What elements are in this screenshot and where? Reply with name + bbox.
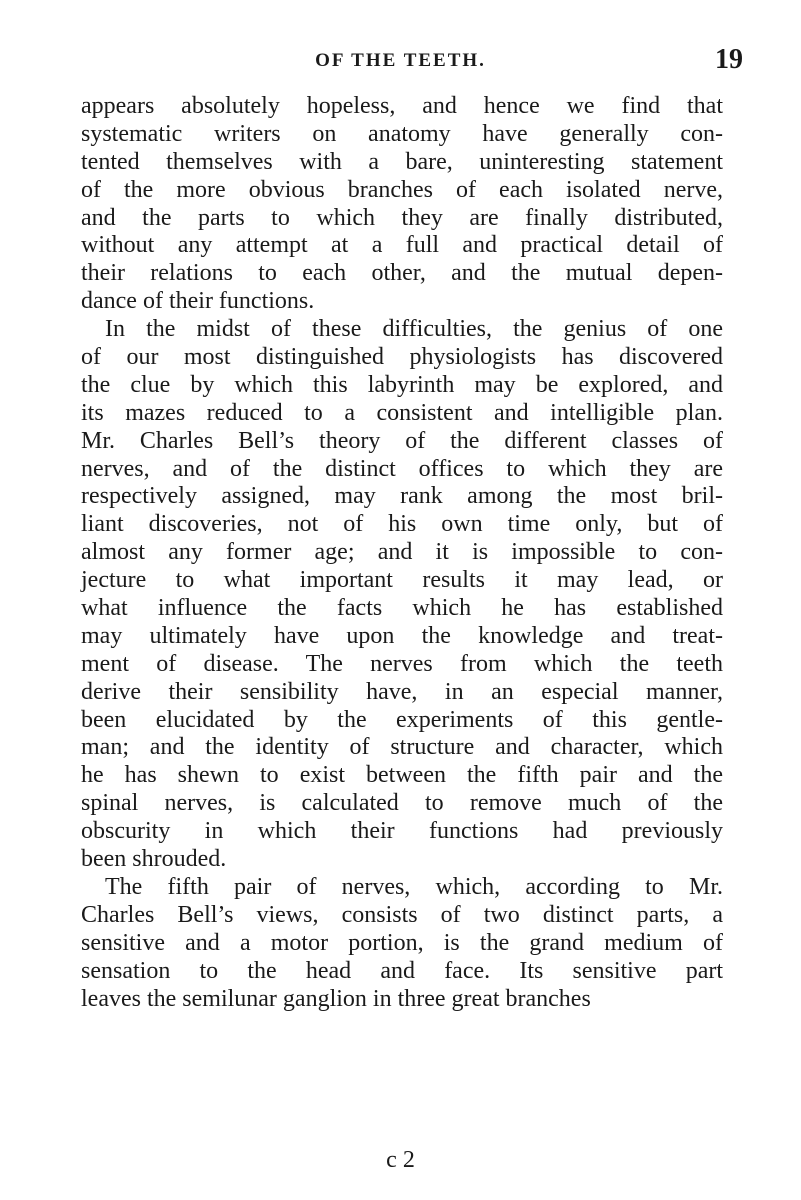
text-line: liant discoveries, not of his own time only, but of <box>81 511 723 538</box>
text-line: systematic writers on anatomy have generally con- <box>81 120 723 147</box>
text-line: sensation to the head and face. Its sensitive part <box>81 957 723 984</box>
text-line: tented themselves with a bare, uninteresting statement <box>81 148 723 175</box>
text-line: almost any former age; and it is impossible to con- <box>81 539 723 566</box>
text-line: In the midst of these difficulties, the genius of one <box>105 316 723 343</box>
text-line: sensitive and a motor portion, is the grand medium of <box>81 929 723 956</box>
text-line: ment of disease. The nerves from which the teeth <box>81 650 723 677</box>
text-line: what influence the facts which he has established <box>81 595 723 622</box>
text-line: their relations to each other, and the mutual depen- <box>81 260 723 287</box>
text-line: he has shewn to exist between the fifth pair and the <box>81 762 723 789</box>
text-line: Charles Bell’s views, consists of two distinct parts, a <box>81 901 723 928</box>
page-number: 19 <box>715 44 743 75</box>
paragraph <box>81 93 723 316</box>
paragraph <box>81 874 723 1013</box>
text-line: of the more obvious branches of each isolated nerve, <box>81 176 723 203</box>
text-line: of our most distinguished physiologists has discovered <box>81 344 723 371</box>
text-line: obscurity in which their functions had previously <box>81 818 723 845</box>
signature-mark: c 2 <box>386 1147 415 1173</box>
text-line: leaves the semilunar ganglion in three great branches <box>81 985 591 1012</box>
text-line: jecture to what important results it may lead, or <box>81 567 723 594</box>
text-line: nerves, and of the distinct offices to which they are <box>81 455 723 482</box>
text-line: appears absolutely hopeless, and hence we find that <box>81 93 723 119</box>
running-title: OF THE TEETH. <box>315 50 486 71</box>
text-line: man; and the identity of structure and character, which <box>81 734 723 761</box>
text-line: its mazes reduced to a consistent and intelligible plan. <box>81 399 723 426</box>
text-line: and the parts to which they are finally distributed, <box>81 204 723 231</box>
body-text <box>81 93 723 1013</box>
text-line: may ultimately have upon the knowledge and treat- <box>81 622 723 649</box>
text-line: spinal nerves, is calculated to remove much of the <box>81 790 723 817</box>
text-line: respectively assigned, may rank among the most bril- <box>81 483 723 510</box>
running-head <box>0 44 801 80</box>
paragraph <box>81 316 723 874</box>
text-line: The fifth pair of nerves, which, according to Mr. <box>105 873 723 900</box>
text-line: the clue by which this labyrinth may be explored, and <box>81 371 723 398</box>
text-line: dance of their functions. <box>81 288 315 315</box>
text-line: been elucidated by the experiments of this gentle- <box>81 706 723 733</box>
text-line: Mr. Charles Bell’s theory of the different classes of <box>81 427 723 454</box>
text-line: been shrouded. <box>81 846 227 873</box>
text-line: derive their sensibility have, in an especial manner, <box>81 678 723 705</box>
text-line: without any attempt at a full and practical detail of <box>81 232 723 259</box>
